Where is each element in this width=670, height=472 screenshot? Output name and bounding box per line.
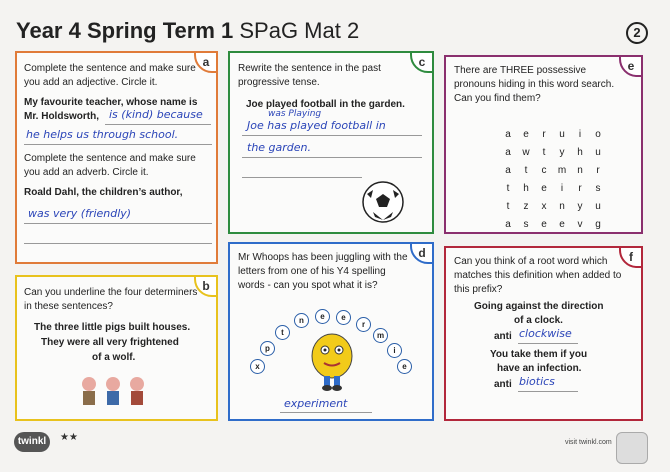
box-c-handwriting-2: the garden. xyxy=(247,141,312,154)
grid-letter: e xyxy=(559,219,565,230)
box-b-sentence-line-1: The three little pigs built houses. xyxy=(34,322,191,333)
box-f-answer-1: clockwise xyxy=(519,327,572,340)
grid-letter: i xyxy=(578,129,582,140)
box-f-definition-1-line-1: Going against the direction xyxy=(474,301,604,312)
grid-letter: w xyxy=(522,147,530,158)
grid-letter: t xyxy=(506,201,510,212)
page-title xyxy=(16,18,359,44)
grid-letter: t xyxy=(542,147,546,158)
grid-letter: u xyxy=(595,201,601,212)
grid-letter: s xyxy=(595,183,601,194)
box-e-question: There are THREE possessive pronouns hiding in this word search. Can you find them? xyxy=(454,65,615,104)
grid-letter: c xyxy=(541,165,547,176)
title-rest: SPaG Mat 2 xyxy=(239,18,360,43)
juggled-letter: p xyxy=(260,341,275,356)
grid-letter: h xyxy=(577,147,583,158)
grid-letter: r xyxy=(578,183,582,194)
box-f-prefix-1: anti xyxy=(494,331,512,342)
answer-line xyxy=(105,124,211,125)
box-a-handwriting-2: was very (friendly) xyxy=(28,207,132,220)
grid-letter: t xyxy=(524,165,528,176)
grid-letter: i xyxy=(560,183,564,194)
grid-letter: e xyxy=(541,219,547,230)
grid-letter: t xyxy=(506,183,510,194)
juggled-letter: t xyxy=(275,325,290,340)
box-a-sentence-1-line-1: My favourite teacher, whose name is xyxy=(24,97,198,108)
box-b-sentence-line-2: They were all very frightened xyxy=(41,337,179,348)
box-f-answer-2: biotics xyxy=(519,375,555,388)
answer-line xyxy=(24,223,212,224)
juggled-letter: m xyxy=(373,328,388,343)
grid-letter: y xyxy=(577,201,583,212)
box-a-question-1: Complete the sentence and make sure you add an adjective. Circle it. xyxy=(24,63,196,88)
box-a-question-2: Complete the sentence and make sure you add an adverb. Circle it. xyxy=(24,153,196,178)
box-d xyxy=(228,242,434,421)
box-c-sentence: Joe played football in the garden. xyxy=(246,99,405,110)
box-d-answer: experiment xyxy=(284,397,348,410)
box-f-prefix-2: anti xyxy=(494,379,512,390)
box-b xyxy=(15,275,218,421)
juggled-letter: i xyxy=(387,343,402,358)
grid-letter: o xyxy=(595,129,601,140)
juggled-letter: e xyxy=(315,309,330,324)
box-a-sentence-2: Roald Dahl, the children’s author, xyxy=(24,187,183,198)
box-d-tag: d xyxy=(410,242,434,264)
grid-letter: z xyxy=(523,201,529,212)
answer-line xyxy=(518,343,578,344)
grid-letter: a xyxy=(505,147,511,158)
box-c-handwriting-1: Joe has played football in xyxy=(247,119,386,132)
grid-letter: g xyxy=(595,219,601,230)
box-e xyxy=(444,55,643,234)
answer-line xyxy=(242,135,422,136)
box-d-question: Mr Whoops has been juggling with the letters from one of his Y4 spelling words - can you spot what it is? xyxy=(238,252,408,291)
twinkl-logo: twinkl xyxy=(14,432,50,452)
grid-letter: s xyxy=(523,219,529,230)
visit-link-text: visit twinkl.com xyxy=(565,439,612,446)
grid-letter: a xyxy=(505,219,511,230)
box-a-sentence-1-line-2: Mr. Holdsworth, xyxy=(24,111,99,122)
box-a-handwriting-1b: he helps us through school. xyxy=(26,128,179,141)
juggled-letter: e xyxy=(397,359,412,374)
quality-badge-icon xyxy=(616,432,648,464)
grid-letter: u xyxy=(595,147,601,158)
grid-letter: n xyxy=(559,201,565,212)
page-number: 2 xyxy=(626,22,648,44)
grid-letter: h xyxy=(523,183,529,194)
box-b-sentence-line-3: of a wolf. xyxy=(92,352,136,363)
answer-line xyxy=(518,391,578,392)
box-f-definition-1-line-2: of a clock. xyxy=(514,315,563,326)
grid-letter: a xyxy=(505,165,511,176)
title-bold: Year 4 Spring Term 1 xyxy=(16,18,234,43)
grid-letter: y xyxy=(559,147,565,158)
juggled-letter: x xyxy=(250,359,265,374)
box-f-definition-2-line-1: You take them if you xyxy=(490,349,588,360)
juggled-letter: n xyxy=(294,313,309,328)
box-a xyxy=(15,51,218,264)
box-b-tag: b xyxy=(194,275,218,297)
box-c-question: Rewrite the sentence in the past progressive tense. xyxy=(238,63,381,88)
football-illustration xyxy=(361,180,405,224)
box-e-tag: e xyxy=(619,55,643,77)
box-a-tag: a xyxy=(194,51,218,73)
box-c-tag: c xyxy=(410,51,434,73)
grid-letter: v xyxy=(577,219,583,230)
three-pigs-illustration xyxy=(77,372,157,412)
grid-letter: u xyxy=(559,129,565,140)
answer-line xyxy=(280,412,372,413)
answer-line xyxy=(24,144,212,145)
mr-whoops-character xyxy=(306,328,358,392)
box-c-handwriting-insert: was Playing xyxy=(268,109,322,119)
grid-letter: m xyxy=(557,165,567,176)
box-f-definition-2-line-2: have an infection. xyxy=(497,363,582,374)
box-a-handwriting-1a: is (kind) because xyxy=(109,108,203,121)
grid-letter: e xyxy=(541,183,547,194)
answer-line xyxy=(24,243,212,244)
grid-letter: a xyxy=(505,129,511,140)
difficulty-stars: ★★ xyxy=(60,432,78,443)
grid-letter: r xyxy=(542,129,546,140)
grid-letter: r xyxy=(596,165,600,176)
box-f xyxy=(444,246,643,421)
grid-letter: n xyxy=(577,165,583,176)
grid-letter: e xyxy=(523,129,529,140)
answer-line xyxy=(242,157,422,158)
grid-letter: x xyxy=(541,201,547,212)
box-f-question: Can you think of a root word which matches this definition when added to this prefix? xyxy=(454,256,622,295)
box-b-question: Can you underline the four determiners in these sentences? xyxy=(24,287,198,312)
box-c xyxy=(228,51,434,234)
juggled-letter: e xyxy=(336,310,351,325)
answer-line xyxy=(242,177,362,178)
box-f-tag: f xyxy=(619,246,643,268)
juggled-letter: r xyxy=(356,317,371,332)
